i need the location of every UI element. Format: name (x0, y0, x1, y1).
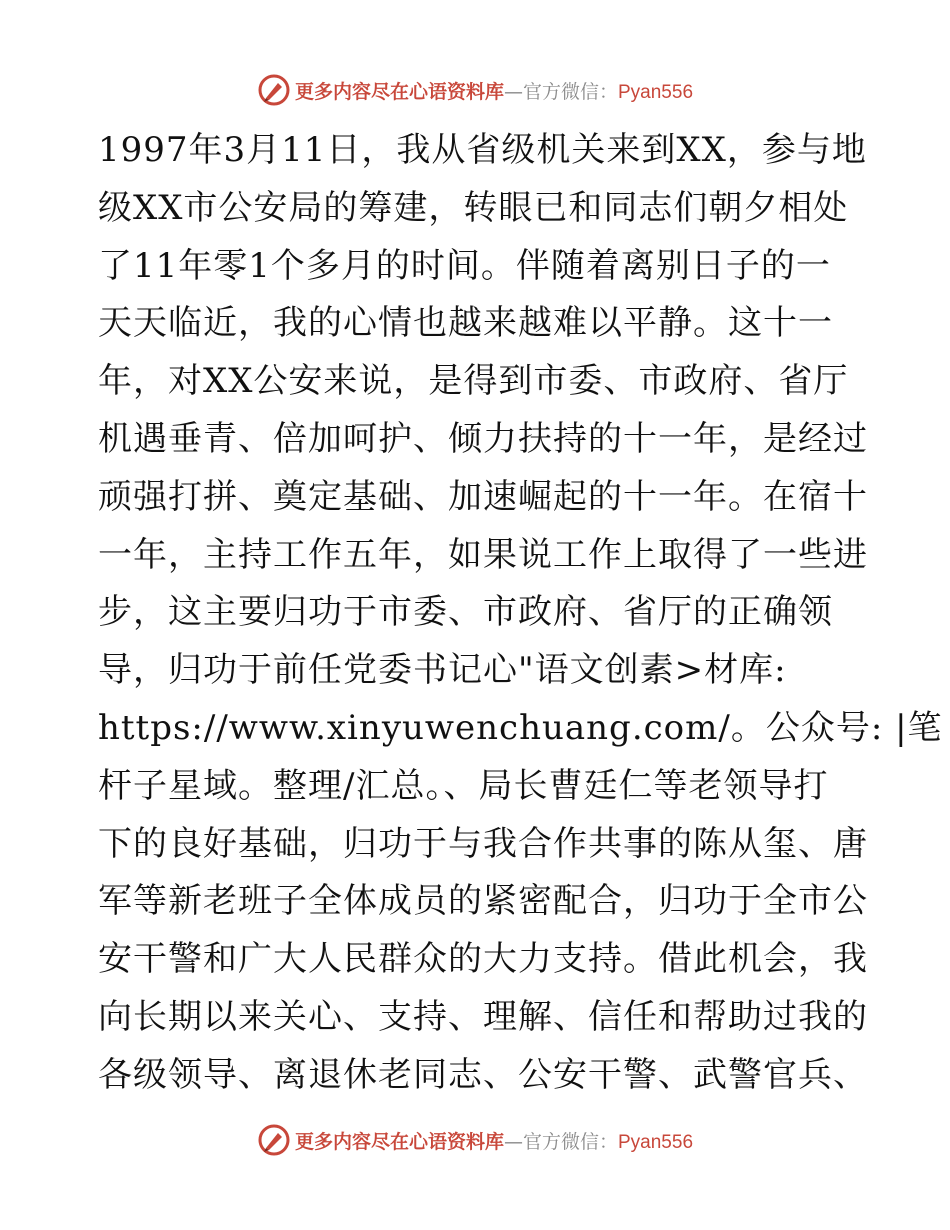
banner-site-name: 更多内容尽在心语资料库 (294, 80, 504, 103)
body-line: 天天临近，我的心情也越来越难以平静。这十一 (98, 303, 833, 344)
footer-banner (0, 1120, 950, 1160)
pen-nib-logo-icon (257, 1123, 291, 1157)
body-line: https://www.xinyuwenchuang.com/。公众号: |笔 (98, 707, 943, 748)
banner-dash: — (503, 80, 523, 103)
footer-banner-text (295, 1127, 693, 1154)
banner-wechat-label: 官方微信： (522, 80, 618, 103)
body-line: 年，对XX公安来说，是得到市委、市政府、省厅 (98, 361, 849, 402)
pen-nib-logo-icon (257, 73, 291, 107)
body-line: 各级领导、离退休老同志、公安干警、武警官兵、 (98, 1054, 868, 1095)
banner-dash: — (503, 1130, 523, 1153)
document-body (98, 122, 943, 1105)
banner-wechat-id: Pyan556 (618, 81, 694, 103)
body-line: 安干警和广大人民群众的大力支持。借此机会，我 (98, 939, 868, 980)
body-line: 军等新老班子全体成员的紧密配合，归功于全市公 (98, 881, 868, 922)
header-banner (0, 70, 950, 110)
body-line: 向长期以来关心、支持、理解、信任和帮助过我的 (98, 996, 868, 1037)
body-line: 了11年零1个多月的时间。伴随着离别日子的一 (98, 245, 831, 286)
body-line: 1997年3月11日，我从省级机关来到XX，参与地 (98, 130, 867, 170)
header-banner-text (295, 77, 693, 104)
body-line: 步，这主要归功于市委、市政府、省厅的正确领 (98, 592, 833, 633)
body-line: 顽强打拼、奠定基础、加速崛起的十一年。在宿十 (98, 476, 868, 517)
body-line: 导，归功于前任党委书记心"语文创素>材库: (98, 650, 787, 691)
body-line: 一年，主持工作五年，如果说工作上取得了一些进 (98, 534, 868, 575)
banner-wechat-id: Pyan556 (618, 1131, 694, 1153)
banner-wechat-label: 官方微信： (522, 1130, 618, 1153)
body-line: 级XX市公安局的筹建，转眼已和同志们朝夕相处 (98, 187, 849, 228)
banner-site-name: 更多内容尽在心语资料库 (294, 1130, 504, 1153)
body-line: 机遇垂青、倍加呵护、倾力扶持的十一年，是经过 (98, 418, 868, 459)
body-line: 杆子星域。整理/汇总。、局长曹廷仁等老领导打 (98, 765, 829, 806)
body-line: 下的良好基础，归功于与我合作共事的陈从玺、唐 (98, 823, 868, 864)
